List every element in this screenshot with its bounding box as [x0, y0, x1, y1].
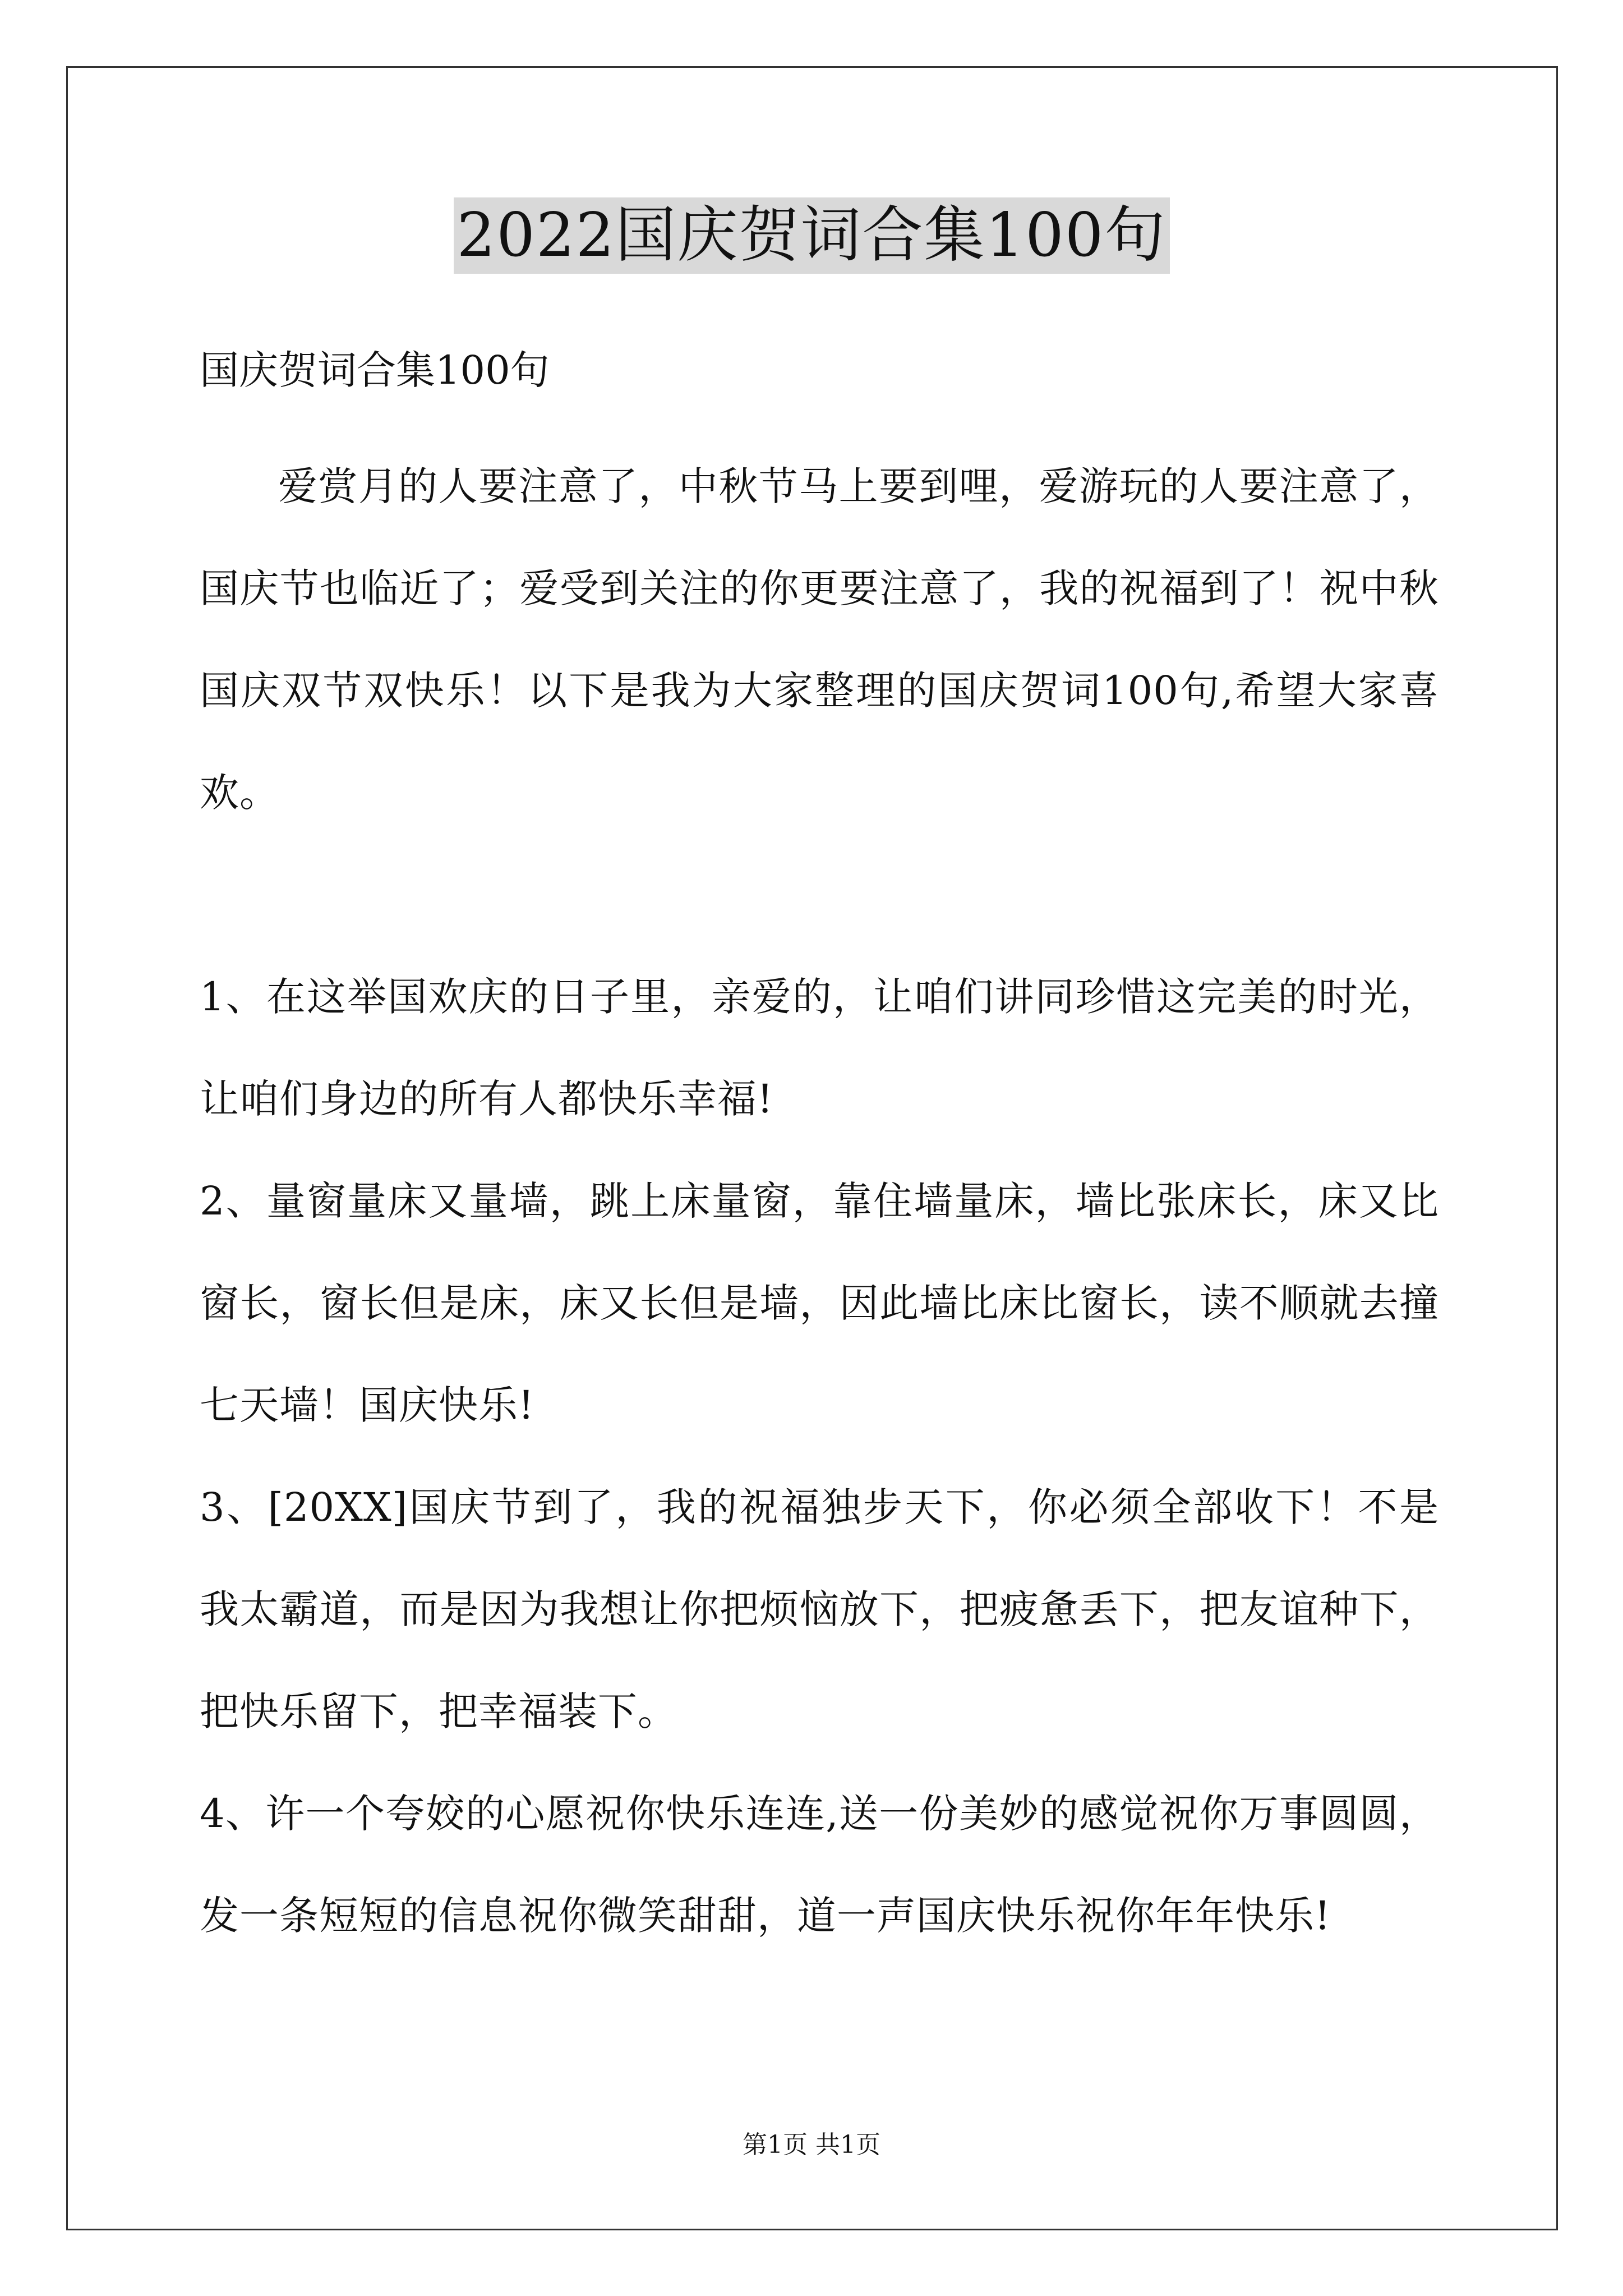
greeting-item-2: 2、量窗量床又量墙，跳上床量窗，靠住墙量床，墙比张床长，床又比窗长，窗长但是床，床又长但是墙，因此墙比床比窗长，读不顺就去撞七天墙！国庆快乐! — [200, 1178, 1439, 1428]
document-subtitle: 国庆贺词合集100句 — [200, 347, 550, 393]
intro-paragraph: 爱赏月的人要注意了，中秋节马上要到哩，爱游玩的人要注意了，国庆节也临近了；爱受到关注的你更要注意了，我的祝福到了！祝中秋国庆双节双快乐！以下是我为大家整理的国庆贺词100句,希望大家喜欢。 — [200, 463, 1439, 816]
document-body — [200, 337, 1439, 1967]
greeting-item-1: 1、在这举国欢庆的日子里，亲爱的，让咱们讲同珍惜这完美的时光，让咱们身边的所有人都快乐幸福! — [200, 974, 1439, 1122]
title-container — [0, 197, 1623, 274]
document-title: 2022国庆贺词合集100句 — [454, 197, 1170, 274]
greeting-item-4: 4、许一个夸姣的心愿祝你快乐连连,送一份美妙的感觉祝你万事圆圆，发一条短短的信息祝你微笑甜甜，道一声国庆快乐祝你年年快乐! — [200, 1791, 1439, 1939]
paragraph-spacer — [200, 844, 1439, 946]
page-footer: 第1页 共1页 — [743, 2131, 880, 2159]
greeting-item-3: 3、[20XX]国庆节到了，我的祝福独步天下，你必须全部收下！不是我太霸道，而是因为我想让你把烦恼放下，把疲惫丢下，把友谊种下，把快乐留下，把幸福装下。 — [200, 1484, 1439, 1734]
